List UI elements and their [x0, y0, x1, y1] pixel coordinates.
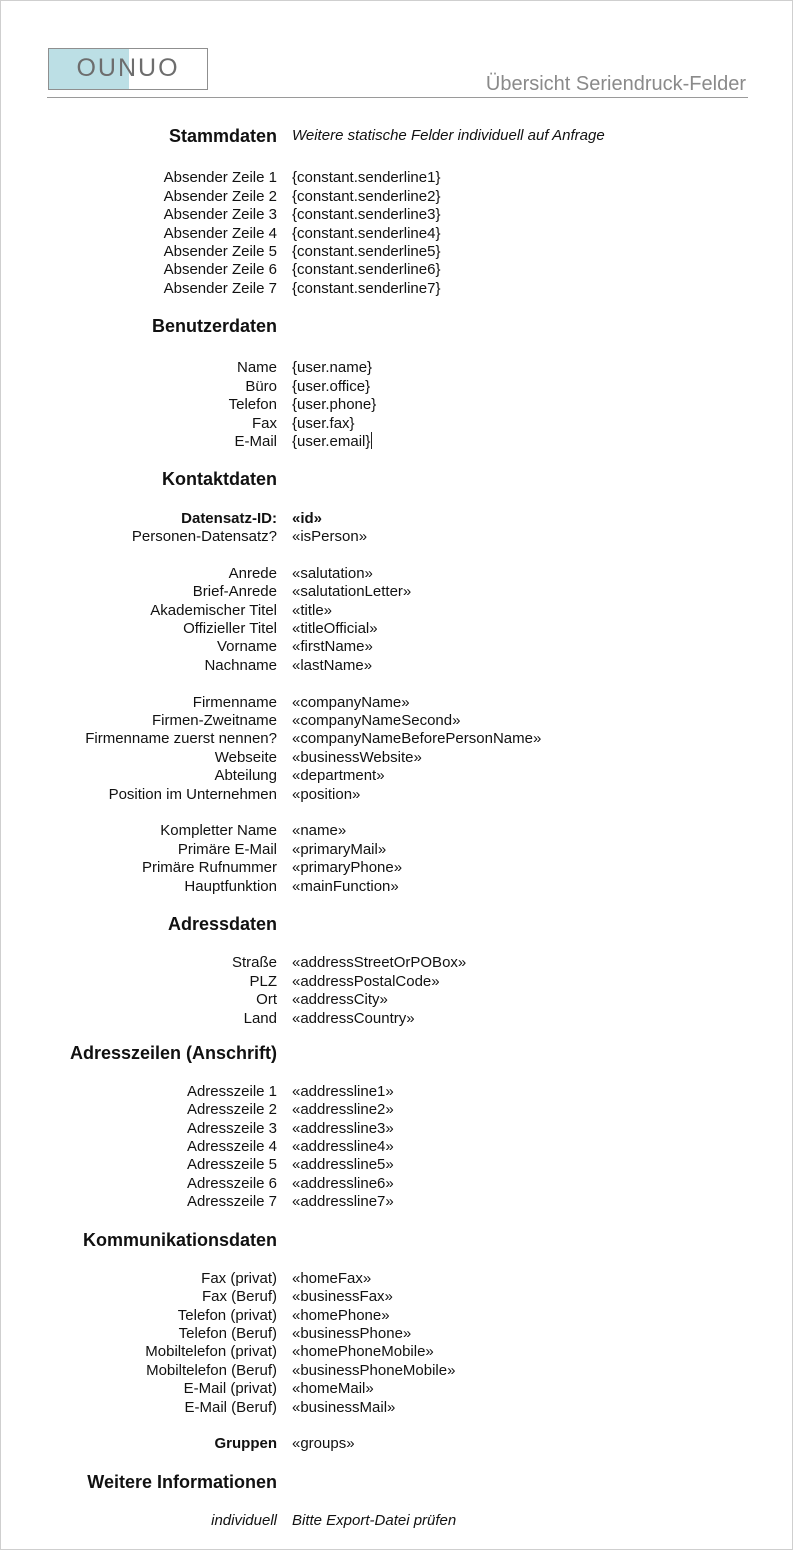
field-placeholder: «businessWebsite»	[292, 749, 422, 766]
field-label: Datensatz-ID:	[181, 510, 277, 527]
field-label: Firmenname zuerst nennen?	[85, 730, 277, 747]
field-label: Gruppen	[214, 1435, 277, 1452]
field-placeholder: «companyName»	[292, 694, 410, 711]
field-label: Absender Zeile 6	[163, 261, 277, 278]
field-label: Firmenname	[192, 694, 277, 711]
field-row	[1, 767, 793, 785]
field-label: Fax (privat)	[201, 1270, 277, 1287]
field-placeholder: «title»	[292, 602, 333, 619]
field-label: Ort	[256, 991, 277, 1008]
field-row	[1, 657, 793, 675]
section-heading-kommunikationsdaten	[1, 1229, 793, 1251]
field-placeholder: «addressline7»	[292, 1193, 394, 1210]
field-label: Telefon (privat)	[177, 1307, 277, 1324]
field-label: Telefon	[228, 396, 277, 413]
field-placeholder: «addressline3»	[292, 1120, 394, 1137]
field-row	[1, 510, 793, 528]
section-title: Adressdaten	[167, 914, 277, 934]
field-placeholder: «mainFunction»	[292, 878, 399, 895]
section-heading-adressdaten	[1, 913, 793, 935]
field-placeholder: {constant.senderline2}	[292, 188, 441, 205]
field-row	[1, 1010, 793, 1028]
field-placeholder: «homePhone»	[292, 1307, 390, 1324]
field-placeholder: «primaryPhone»	[292, 859, 403, 876]
field-row	[1, 280, 793, 298]
field-row	[1, 602, 793, 620]
field-row	[1, 973, 793, 991]
field-placeholder: {user.office}	[292, 378, 371, 395]
field-placeholder: «addressline5»	[292, 1156, 394, 1173]
field-label: Primäre Rufnummer	[141, 859, 277, 876]
field-label: Fax	[251, 415, 277, 432]
field-row	[1, 1325, 793, 1343]
section-title: Kontaktdaten	[161, 469, 277, 489]
section-heading-kontaktdaten	[1, 468, 793, 490]
field-label: Fax (Beruf)	[201, 1288, 277, 1305]
field-placeholder: «position»	[292, 786, 361, 803]
field-row	[1, 528, 793, 546]
field-label: Adresszeile 3	[186, 1120, 277, 1137]
field-placeholder: «titleOfficial»	[292, 620, 378, 637]
field-label: Mobiltelefon (privat)	[145, 1343, 277, 1360]
field-placeholder: {constant.senderline4}	[292, 225, 441, 242]
title-divider	[47, 97, 748, 98]
field-label: Personen-Datensatz?	[131, 528, 277, 545]
field-placeholder: «businessPhoneMobile»	[292, 1362, 456, 1379]
field-row	[1, 1193, 793, 1211]
field-row	[1, 822, 793, 840]
field-row	[1, 1083, 793, 1101]
section-heading-adresszeilen	[1, 1042, 793, 1064]
field-label: Adresszeile 5	[186, 1156, 277, 1173]
field-row	[1, 749, 793, 767]
field-placeholder: «addressline6»	[292, 1175, 394, 1192]
field-placeholder: «addressline1»	[292, 1083, 394, 1100]
field-label: Absender Zeile 1	[163, 169, 277, 186]
field-placeholder: «groups»	[292, 1435, 355, 1452]
field-label: Anrede	[228, 565, 277, 582]
logo-text: OUNUO	[76, 53, 180, 82]
field-row	[1, 1512, 793, 1530]
field-placeholder: «firstName»	[292, 638, 373, 655]
field-label: Absender Zeile 3	[163, 206, 277, 223]
field-placeholder: «companyNameBeforePersonName»	[292, 730, 542, 747]
field-placeholder: «addressStreetOrPOBox»	[292, 954, 467, 971]
field-row	[1, 730, 793, 748]
field-placeholder: «addressCity»	[292, 991, 388, 1008]
field-row	[1, 1380, 793, 1398]
field-row	[1, 565, 793, 583]
field-row	[1, 169, 793, 187]
field-placeholder: «companyNameSecond»	[292, 712, 461, 729]
field-label: E-Mail (privat)	[183, 1380, 277, 1397]
field-placeholder: {constant.senderline6}	[292, 261, 441, 278]
field-placeholder: {constant.senderline5}	[292, 243, 441, 260]
field-placeholder: «name»	[292, 822, 347, 839]
field-label: Webseite	[214, 749, 277, 766]
field-row	[1, 1120, 793, 1138]
field-placeholder: «addressline4»	[292, 1138, 394, 1155]
field-label: Kompletter Name	[160, 822, 277, 839]
field-label: Akademischer Titel	[150, 602, 277, 619]
field-label: Telefon (Beruf)	[178, 1325, 277, 1342]
field-label: Offizieller Titel	[183, 620, 277, 637]
field-label: Adresszeile 4	[186, 1138, 277, 1155]
field-label: E-Mail	[234, 433, 277, 450]
section-title: Benutzerdaten	[151, 316, 277, 336]
field-label: Adresszeile 6	[186, 1175, 277, 1192]
field-label: Adresszeile 1	[186, 1083, 277, 1100]
field-row	[1, 712, 793, 730]
field-row	[1, 396, 793, 414]
field-row	[1, 225, 793, 243]
section-title: Adresszeilen (Anschrift)	[69, 1043, 277, 1063]
field-placeholder: {user.email}	[292, 433, 371, 450]
document-title: Übersicht Seriendruck-Felder	[485, 73, 746, 95]
section-heading-weitere-informationen	[1, 1471, 793, 1493]
field-label: Vorname	[216, 638, 277, 655]
field-row	[1, 878, 793, 896]
field-row	[1, 1270, 793, 1288]
field-row	[1, 359, 793, 377]
company-logo	[48, 48, 208, 90]
field-row	[1, 415, 793, 433]
field-placeholder: {user.fax}	[292, 415, 355, 432]
field-row	[1, 1343, 793, 1361]
field-placeholder: «businessMail»	[292, 1399, 396, 1416]
field-placeholder: «salutationLetter»	[292, 583, 412, 600]
field-row	[1, 1175, 793, 1193]
field-label: PLZ	[249, 973, 277, 990]
field-row	[1, 583, 793, 601]
field-row	[1, 638, 793, 656]
section-heading-benutzerdaten	[1, 315, 793, 337]
field-placeholder: «salutation»	[292, 565, 373, 582]
field-label: individuell	[211, 1512, 277, 1529]
field-placeholder: «addressline2»	[292, 1101, 394, 1118]
field-label: Adresszeile 2	[186, 1101, 277, 1118]
field-label: Straße	[231, 954, 277, 971]
field-row	[1, 1435, 793, 1453]
field-placeholder: «id»	[292, 510, 323, 527]
field-placeholder: «department»	[292, 767, 385, 784]
field-label: Absender Zeile 4	[163, 225, 277, 242]
field-row	[1, 859, 793, 877]
field-row	[1, 261, 793, 279]
field-row	[1, 433, 793, 451]
section-title: Stammdaten	[168, 126, 277, 146]
field-label: Büro	[245, 378, 277, 395]
field-placeholder: {user.phone}	[292, 396, 377, 413]
field-row	[1, 1399, 793, 1417]
field-label: Absender Zeile 5	[163, 243, 277, 260]
field-row	[1, 1138, 793, 1156]
field-label: Name	[236, 359, 277, 376]
field-row	[1, 1307, 793, 1325]
section-note: Weitere statische Felder individuell auf Anfrage	[292, 127, 605, 144]
field-placeholder: «homeMail»	[292, 1380, 374, 1397]
field-label: Primäre E-Mail	[177, 841, 277, 858]
field-row	[1, 694, 793, 712]
field-placeholder: Bitte Export-Datei prüfen	[292, 1512, 457, 1529]
field-row	[1, 243, 793, 261]
field-row	[1, 954, 793, 972]
section-title: Kommunikationsdaten	[82, 1230, 277, 1250]
field-label: E-Mail (Beruf)	[184, 1399, 277, 1416]
field-row	[1, 1362, 793, 1380]
field-row	[1, 378, 793, 396]
field-row	[1, 206, 793, 224]
field-label: Hauptfunktion	[184, 878, 277, 895]
field-row	[1, 991, 793, 1009]
field-label: Firmen-Zweitname	[151, 712, 277, 729]
field-label: Land	[243, 1010, 277, 1027]
field-label: Nachname	[204, 657, 277, 674]
field-row	[1, 841, 793, 859]
field-row	[1, 620, 793, 638]
field-placeholder: «lastName»	[292, 657, 373, 674]
field-placeholder: {constant.senderline1}	[292, 169, 441, 186]
field-row	[1, 1101, 793, 1119]
field-label: Position im Unternehmen	[108, 786, 277, 803]
field-label: Brief-Anrede	[192, 583, 277, 600]
field-row	[1, 786, 793, 804]
field-placeholder: {constant.senderline3}	[292, 206, 441, 223]
field-placeholder: «homePhoneMobile»	[292, 1343, 434, 1360]
field-label: Absender Zeile 2	[163, 188, 277, 205]
text-cursor	[371, 432, 372, 449]
field-placeholder: {user.name}	[292, 359, 373, 376]
field-label: Adresszeile 7	[186, 1193, 277, 1210]
field-placeholder: «businessPhone»	[292, 1325, 412, 1342]
field-label: Abteilung	[214, 767, 277, 784]
section-heading-stammdaten	[1, 125, 793, 147]
field-placeholder: {constant.senderline7}	[292, 280, 441, 297]
field-placeholder: «homeFax»	[292, 1270, 372, 1287]
field-row	[1, 1288, 793, 1306]
field-placeholder: «addressPostalCode»	[292, 973, 440, 990]
field-placeholder: «addressCountry»	[292, 1010, 415, 1027]
field-placeholder: «businessFax»	[292, 1288, 393, 1305]
field-placeholder: «isPerson»	[292, 528, 368, 545]
field-label: Absender Zeile 7	[163, 280, 277, 297]
field-label: Mobiltelefon (Beruf)	[146, 1362, 277, 1379]
field-row	[1, 188, 793, 206]
section-title: Weitere Informationen	[87, 1472, 277, 1492]
field-placeholder: «primaryMail»	[292, 841, 387, 858]
field-row	[1, 1156, 793, 1174]
